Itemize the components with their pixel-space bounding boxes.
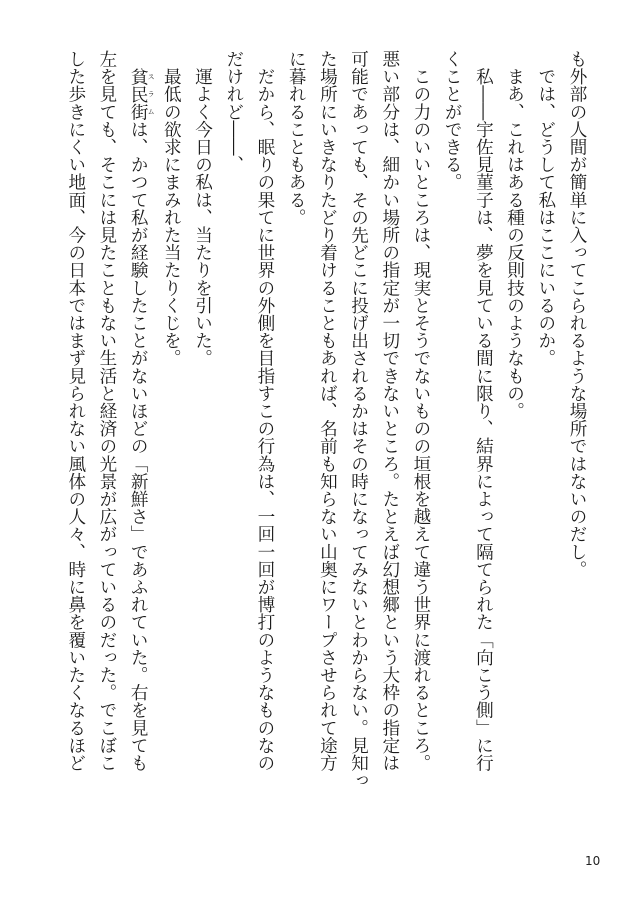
text-line: も外部の人間が簡単に入ってこられるような場所ではないのだし。 — [567, 50, 587, 578]
ruby-reading: スラム — [147, 67, 156, 121]
text-line: 私――宇佐見菫子は、夢を見ている間に限り、結界によって隔てられた「向こう側」に行 — [473, 50, 494, 772]
ruby-text-line — [122, 50, 155, 810]
ruby-base: 貧民街 — [128, 67, 149, 121]
slum-ruby — [128, 67, 156, 121]
text-line: した歩きにくい地面、今の日本ではまず見られない風体の人々、時に鼻を覆いたくなるほど — [65, 50, 86, 772]
text-line: くことができる。 — [442, 50, 463, 191]
text-line: この力のいいところは、現実とそうでないものの垣根を越えて違う世界に渡れるところ。 — [410, 50, 431, 772]
vertical-text-block — [65, 50, 592, 810]
ruby-line-rest: は、かつて私が経験したことがないほどの「新鮮さ」であふれていた。右を見ても — [128, 120, 149, 772]
text-line: まあ、これはある種の反則技のようなもの。 — [504, 50, 525, 420]
text-line: 悪い部分は、細かい場所の指定が一切できないところ。たとえば幻想郷という大枠の指定は — [379, 50, 400, 772]
text-line: では、どうして私はここにいるのか。 — [535, 50, 556, 367]
text-line: 運よく今日の私は、当たりを引いた。 — [192, 50, 213, 367]
text-line: 可能であっても、その先どこに投げ出されるかはその時になってみないとわからない。見知っ — [348, 50, 369, 790]
text-line: 左を見ても、そこには見たこともない生活と経済の光景が広がっているのだった。でこぼこ — [96, 50, 117, 772]
page-number: 10 — [585, 854, 601, 868]
text-line: だけれど――、 — [223, 50, 244, 174]
text-line: だから、眠りの果てに世界の外側を目指すこの行為は、一回一回が博打のようなものなの — [254, 50, 275, 772]
text-line: に暮れることもある。 — [286, 50, 307, 226]
text-line: 最低の欲求にまみれた当たりくじを。 — [161, 50, 182, 367]
ruby-line-lead — [128, 50, 148, 68]
text-line: た場所にいきなりたどり着けることもあれば、名前も知らない山奥にワープさせられて途方 — [317, 50, 338, 772]
